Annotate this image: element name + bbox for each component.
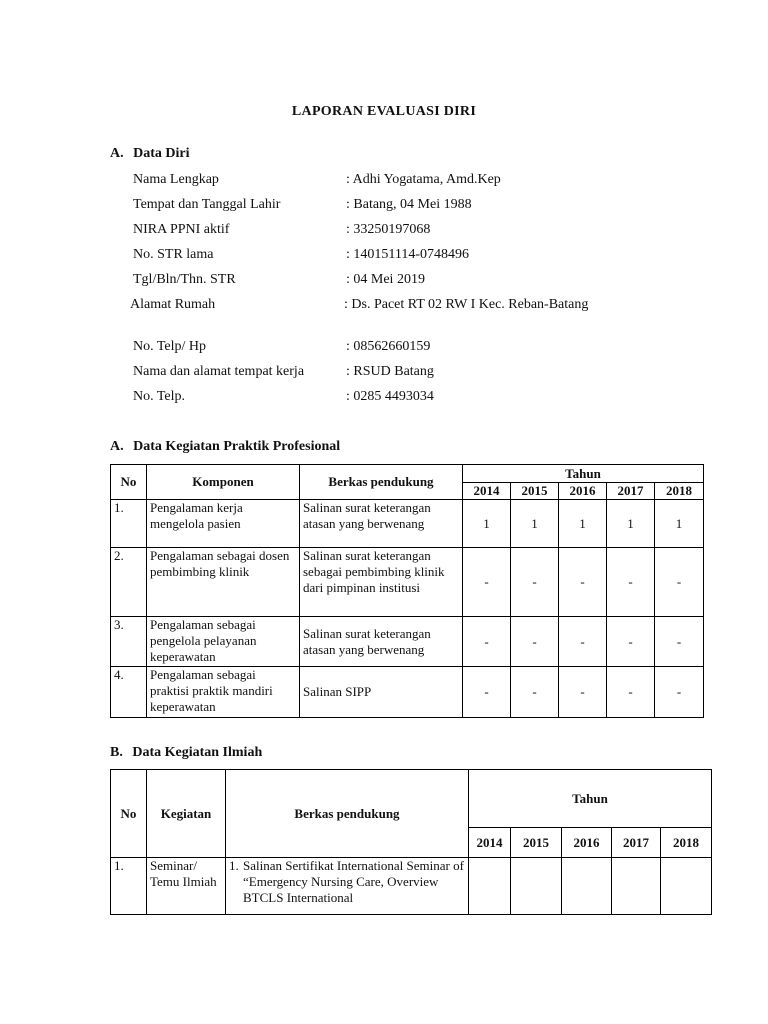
- year-header: 2015: [511, 828, 562, 858]
- row-year-value: -: [655, 667, 704, 718]
- row-year-value: -: [655, 548, 704, 617]
- year-header: 2016: [559, 483, 607, 500]
- section-letter: B.: [110, 745, 123, 760]
- row-year-value: -: [463, 617, 511, 667]
- field-label-ttl: Tempat dan Tanggal Lahir: [133, 197, 281, 212]
- table-row: [111, 617, 704, 667]
- field-label-telp: No. Telp.: [133, 389, 186, 404]
- table-header-row: [111, 465, 704, 483]
- section-data-diri-heading: [110, 146, 190, 162]
- year-header: 2018: [661, 828, 712, 858]
- year-header: 2014: [469, 828, 511, 858]
- field-label-tempat-kerja: Nama dan alamat tempat kerja: [133, 364, 305, 379]
- col-header-no: No: [111, 770, 147, 858]
- col-header-berkas: Berkas pendukung: [226, 770, 469, 858]
- praktik-table: [110, 464, 704, 718]
- row-year-value: -: [607, 617, 655, 667]
- page-title: LAPORAN EVALUASI DIRI: [291, 104, 477, 119]
- row-komponen: Pengalaman sebagai praktisi praktik mandiri keperawatan: [147, 667, 300, 718]
- row-year-value: 1: [655, 500, 704, 548]
- col-header-no: No: [111, 465, 147, 500]
- row-year-value: [511, 858, 562, 915]
- field-label-str-lama: No. STR lama: [133, 247, 214, 262]
- field-value-tempat-kerja: : RSUD Batang: [346, 364, 434, 379]
- row-year-value: 1: [607, 500, 655, 548]
- col-header-komponen: Komponen: [147, 465, 300, 500]
- table-row: [111, 500, 704, 548]
- row-year-value: -: [607, 667, 655, 718]
- row-no: 4.: [111, 667, 147, 718]
- row-berkas: [226, 858, 469, 915]
- row-berkas: Salinan SIPP: [300, 667, 463, 718]
- year-header: 2016: [562, 828, 612, 858]
- field-value-nama: : Adhi Yogatama, Amd.Kep: [346, 172, 501, 187]
- row-year-value: -: [511, 667, 559, 718]
- section-praktik-heading: [110, 439, 340, 455]
- table-row: [111, 858, 712, 915]
- col-header-berkas: Berkas pendukung: [300, 465, 463, 500]
- section-ilmiah-heading: [110, 745, 262, 761]
- ilmiah-table: [110, 769, 712, 915]
- year-header: 2014: [463, 483, 511, 500]
- year-header: 2015: [511, 483, 559, 500]
- field-label-tgl-str: Tgl/Bln/Thn. STR: [133, 272, 236, 287]
- row-year-value: [562, 858, 612, 915]
- row-year-value: -: [559, 548, 607, 617]
- field-value-nira: : 33250197068: [346, 222, 431, 237]
- section-title: Data Kegiatan Ilmiah: [132, 745, 263, 760]
- section-title: Data Kegiatan Praktik Profesional: [133, 439, 341, 454]
- row-year-value: -: [559, 667, 607, 718]
- row-year-value: [469, 858, 511, 915]
- field-label-telp-hp: No. Telp/ Hp: [133, 339, 207, 354]
- row-year-value: -: [655, 617, 704, 667]
- field-label-alamat: Alamat Rumah: [130, 297, 216, 312]
- section-letter: A.: [110, 439, 124, 454]
- row-year-value: -: [463, 548, 511, 617]
- field-value-str-lama: : 140151114-0748496: [346, 247, 470, 262]
- section-letter: A.: [110, 146, 124, 161]
- table-row: [111, 667, 704, 718]
- field-value-telp: : 0285 4493034: [346, 389, 434, 404]
- row-kegiatan: Seminar/ Temu Ilmiah: [147, 858, 226, 915]
- row-year-value: 1: [559, 500, 607, 548]
- field-label-nama: Nama Lengkap: [133, 172, 219, 187]
- row-year-value: [661, 858, 712, 915]
- row-komponen: Pengalaman kerja mengelola pasien: [147, 500, 300, 548]
- row-year-value: -: [559, 617, 607, 667]
- field-value-tgl-str: : 04 Mei 2019: [346, 272, 425, 287]
- col-header-tahun: Tahun: [463, 465, 704, 483]
- row-year-value: 1: [463, 500, 511, 548]
- row-komponen: Pengalaman sebagai dosen pembimbing klinik: [147, 548, 300, 617]
- row-year-value: -: [607, 548, 655, 617]
- row-berkas: Salinan surat keterangan sebagai pembimbing klinik dari pimpinan institusi: [300, 548, 463, 617]
- year-header: 2017: [612, 828, 661, 858]
- list-text: Salinan Sertifikat International Seminar of “Emergency Nursing Care, Overview BTCLS International: [243, 858, 464, 905]
- row-berkas: Salinan surat keterangan atasan yang berwenang: [300, 617, 463, 667]
- row-year-value: [612, 858, 661, 915]
- year-header: 2017: [607, 483, 655, 500]
- list-number: 1.: [229, 858, 239, 873]
- field-value-ttl: : Batang, 04 Mei 1988: [346, 197, 472, 212]
- row-no: 3.: [111, 617, 147, 667]
- row-no: 1.: [111, 858, 147, 915]
- table-row: [111, 548, 704, 617]
- row-year-value: -: [511, 548, 559, 617]
- section-title: Data Diri: [133, 146, 190, 161]
- field-value-telp-hp: : 08562660159: [346, 339, 431, 354]
- row-year-value: -: [463, 667, 511, 718]
- table-header-row: [111, 770, 712, 828]
- year-header: 2018: [655, 483, 704, 500]
- field-label-nira: NIRA PPNI aktif: [133, 222, 230, 237]
- row-year-value: 1: [511, 500, 559, 548]
- row-berkas: Salinan surat keterangan atasan yang berwenang: [300, 500, 463, 548]
- row-no: 1.: [111, 500, 147, 548]
- row-komponen: Pengalaman sebagai pengelola pelayanan keperawatan: [147, 617, 300, 667]
- row-year-value: -: [511, 617, 559, 667]
- col-header-tahun: Tahun: [469, 770, 712, 828]
- row-no: 2.: [111, 548, 147, 617]
- field-value-alamat: : Ds. Pacet RT 02 RW I Kec. Reban-Batang: [344, 297, 589, 312]
- col-header-kegiatan: Kegiatan: [147, 770, 226, 858]
